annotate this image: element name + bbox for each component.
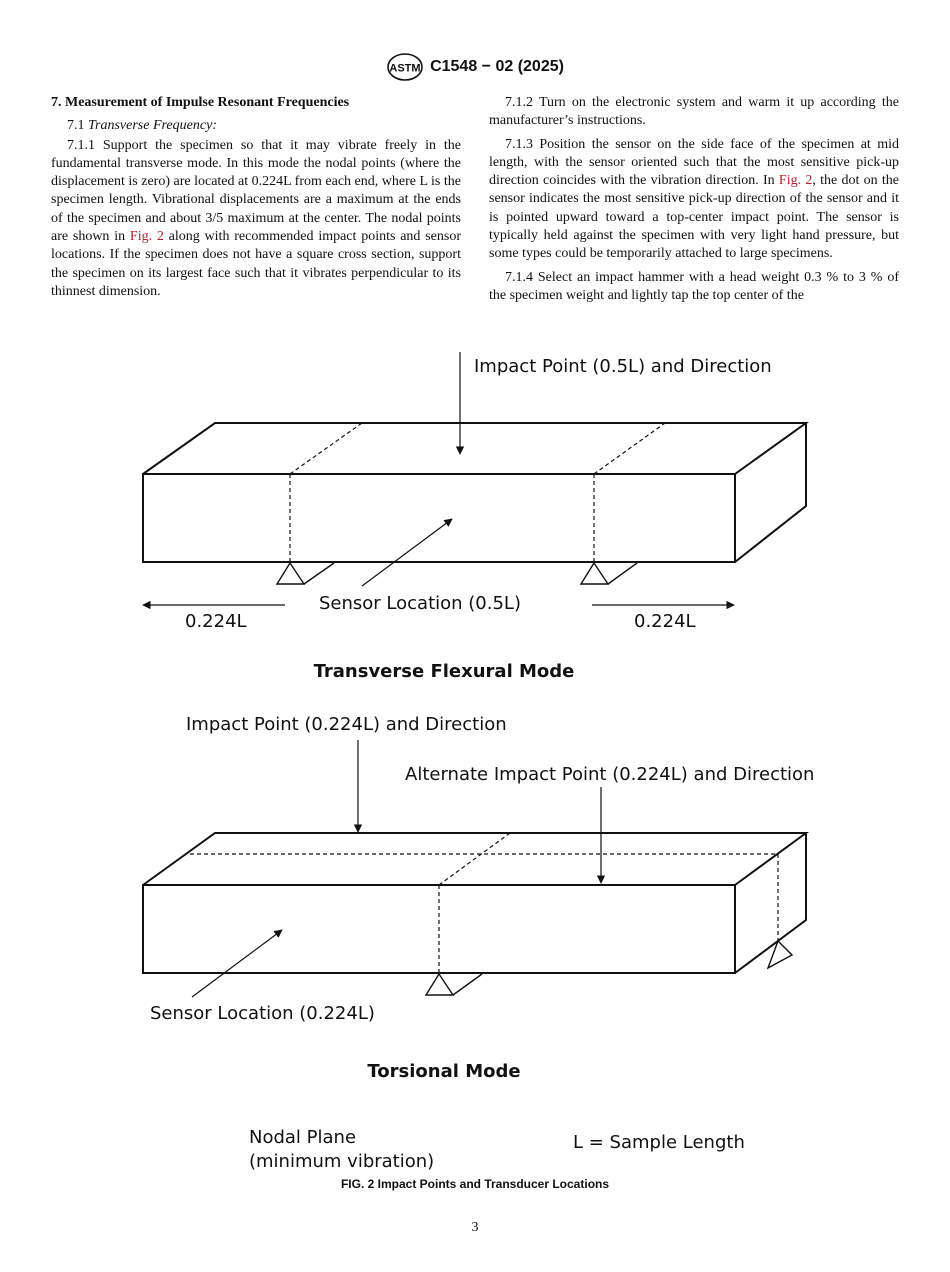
subsection-title: Transverse Frequency: (88, 118, 217, 134)
figure-reference-link[interactable]: Fig. 2 (129, 229, 164, 245)
figure-reference-link[interactable]: Fig. 2 (778, 173, 813, 189)
nodal-plane-legend: Nodal Plane (249, 1127, 357, 1148)
paragraph-7-1-4: 7.1.4 Select an impact hammer with a head weight 0.3 % to 3 % of the specimen weight and lightly tap the top center of the (489, 269, 899, 303)
sample-length-legend: L = Sample Length (573, 1132, 745, 1153)
left-dimension-label: 0.224L (185, 611, 247, 632)
subsection-number: 7.1 (67, 118, 85, 134)
torsional-impact-label: Impact Point (0.224L) and Direction (186, 714, 507, 735)
paragraph-7-1-2: 7.1.2 Turn on the electronic system and warm it up according the manufacturer’s instructions. (489, 95, 899, 129)
paragraph-text: 7.1.1 Support the specimen so that it may vibrate freely in the fundamental transverse mode. In this mode the nodal points (where the displacement is zero) are located at 0.224L from each end, where L is the specimen length. Vibrational displacements are a maximum at the ends of the specimen and about 3/5 maximum at the center. The nodal points are shown in (51, 137, 461, 245)
paragraph-text: 7.1.3 Position the sensor on the side face of the specimen at mid length, with the sensor oriented such that the most sensitive pick-up direction coincides with the vibration direction. In (489, 136, 899, 189)
section-heading: 7. Measurement of Impulse Resonant Frequencies (51, 95, 350, 110)
flexural-supports (277, 563, 637, 584)
flexural-sensor-label: Sensor Location (0.5L) (319, 593, 521, 614)
svg-text:ASTM: ASTM (389, 62, 421, 75)
torsional-sensor-arrow (192, 930, 282, 997)
torsional-supports (426, 941, 792, 995)
right-dimension-label: 0.224L (634, 611, 696, 632)
flexural-nodal-planes (290, 423, 665, 562)
figure-caption: FIG. 2 Impact Points and Transducer Locations (340, 1177, 610, 1191)
paragraph-text: , the dot on the sensor indicates the most sensitive pick-up direction of the sensor and it is pointed upward toward a top-center impact point. The sensor is typically held against the specimen with very light hand pressure, but some types could be temporarily attached to large specimens. (489, 173, 899, 262)
flexural-sensor-arrow (362, 519, 452, 586)
nodal-plane-legend-note: (minimum vibration) (249, 1151, 435, 1172)
torsional-nodal-planes (190, 833, 778, 973)
document-designation: C1548 − 02 (2025) (430, 58, 564, 75)
flexural-mode-title: Transverse Flexural Mode (313, 661, 575, 682)
paragraph-text: along with recommended impact points and sensor locations. If the specimen does not have a square cross section, support the specimen on its largest face such that it vibrates perpendicular to its thinnest dimension. (51, 229, 461, 299)
flexural-impact-label: Impact Point (0.5L) and Direction (474, 356, 772, 377)
torsional-sensor-label: Sensor Location (0.224L) (150, 1003, 375, 1024)
flexural-specimen (143, 423, 806, 562)
page-number: 3 (471, 1220, 479, 1235)
torsional-alt-impact-label: Alternate Impact Point (0.224L) and Direction (405, 764, 815, 785)
torsional-mode-title: Torsional Mode (367, 1061, 521, 1082)
